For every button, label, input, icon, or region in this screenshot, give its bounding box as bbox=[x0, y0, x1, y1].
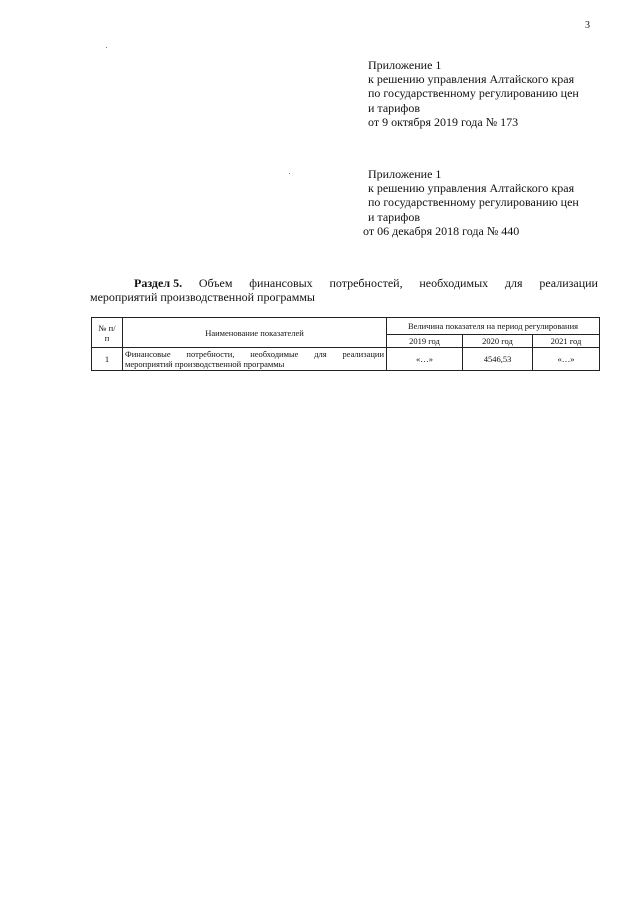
appendix-line: Приложение 1 bbox=[368, 167, 442, 181]
header-year: 2019 год bbox=[387, 335, 463, 348]
appendix-header-current bbox=[368, 58, 579, 129]
row-name bbox=[123, 348, 387, 371]
appendix-line: к решению управления Алтайского края bbox=[368, 72, 575, 87]
header-name: Наименование показателей bbox=[123, 318, 387, 348]
header-year: 2021 год bbox=[533, 335, 600, 348]
appendix-line: от 06 декабря 2018 года № 440 bbox=[363, 223, 520, 238]
section-title-word: для bbox=[504, 276, 523, 290]
indicators-table bbox=[91, 317, 600, 371]
section-title-line2: мероприятий производственной программы bbox=[90, 289, 315, 304]
header-period-group: Величина показателя на период регулирования bbox=[387, 318, 600, 335]
table-row bbox=[92, 348, 600, 371]
row-value-2019: «…» bbox=[387, 348, 463, 371]
row-value-2021: «…» bbox=[533, 348, 600, 371]
scan-speck bbox=[289, 173, 290, 174]
header-year: 2020 год bbox=[463, 335, 533, 348]
appendix-line: и тарифов bbox=[368, 100, 421, 115]
section-title-word: потребностей, bbox=[329, 276, 403, 290]
header-number: № п/п bbox=[92, 318, 123, 348]
appendix-line: по государственному регулированию цен bbox=[368, 195, 579, 210]
appendix-line: Приложение 1 bbox=[368, 58, 442, 72]
section-title-word: Объем bbox=[198, 276, 233, 290]
section-title-word: реализации bbox=[539, 276, 598, 290]
appendix-line: от 9 октября 2019 года № 173 bbox=[368, 114, 519, 129]
table-header-row bbox=[92, 318, 600, 335]
section-title-word: финансовых bbox=[249, 276, 313, 290]
appendix-line: и тарифов bbox=[368, 209, 421, 224]
section-heading bbox=[90, 277, 598, 304]
section-label: Раздел 5. bbox=[134, 276, 183, 290]
section-title-word: необходимых bbox=[419, 276, 489, 290]
appendix-line: к решению управления Алтайского края bbox=[368, 181, 575, 196]
scan-speck bbox=[106, 47, 107, 48]
row-name-line: Финансовые потребности, необходимые для реализации bbox=[125, 349, 384, 359]
row-number: 1 bbox=[92, 348, 123, 371]
row-value-2020: 4546,53 bbox=[463, 348, 533, 371]
appendix-header-previous bbox=[363, 167, 579, 238]
row-name-line: мероприятий производственной программы bbox=[125, 359, 285, 369]
page-number: 3 bbox=[585, 20, 590, 31]
appendix-line: по государственному регулированию цен bbox=[368, 86, 579, 101]
